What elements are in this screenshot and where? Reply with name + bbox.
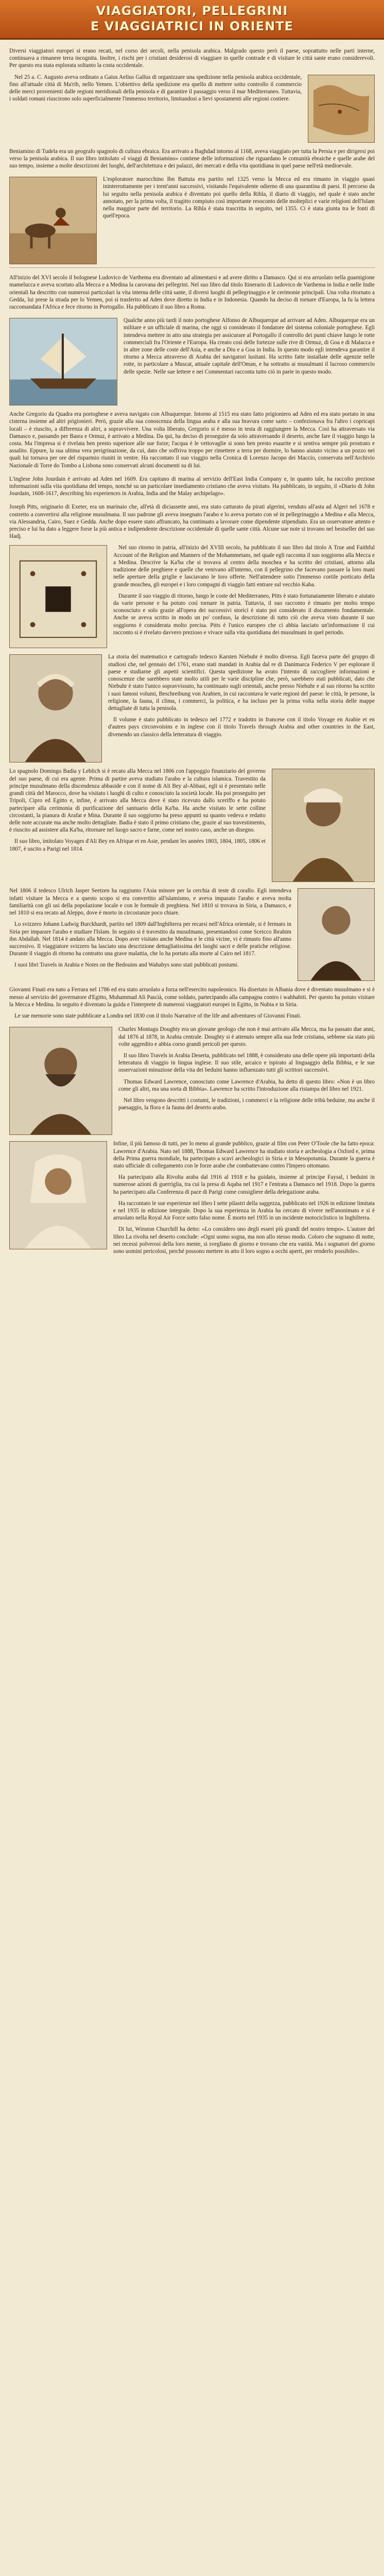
ship-icon <box>10 318 117 405</box>
portrait-icon <box>10 1142 107 1249</box>
section-badia <box>9 766 375 852</box>
paragraph: Giovanni Finati era nato a Ferrara nel 1786 ed era stato arruolato a forza nell'esercito napoleonico. Ha disertato in Albania dove è diventato musulmano e si è messo al servizio del governatore d'Egitto, Muhammad Ali Pascià, come soldato, partecipando alla campagna contro i wahhabiti. Per questo ha potuto visitare la Mecca e Medina. In seguito è diventato la guida e l'interprete di numerosi viaggiatori europei in Egitto, in Nubia e in Siria. <box>9 987 375 1008</box>
paragraph: Il suo libro, intitolato Voyages d'Ali Bey en Afrique et en Asie, pendant les années 1803, 1804, 1805, 1806 et 1807, è uscito a Parigi nel 1814. <box>9 838 266 852</box>
paragraph: Qualche anno più tardi il noto portoghese Alfonso de Albuquerque ad arrivare ad Aden. Albuquerque era un militare e un ufficiale di marina, che oggi si considerato il fondatore del sistema coloniale portoghese. Egli intendeva mettere in atto una strategia per assicurare al Portogallo il controllo dei punti chiave lungo le rotte commerciali fra l'Oriente e l'Europa. Ha creato così delle fortezze sulle rive di Ormuz, di Goa e di Malacca e in altre zone delle coste dell'Asia, e anche a Diu e a Goa in India. In questo modo egli intendeva garantire il ritorno a Mecca attraverso di Arabia dei navigatori lusitani. Ha scritto fatte installate delle agenzie nelle rotte, in particolare a Muscat, attuale capitale dell'Oman, e ha sottratto ai musulmani il lucroso commercio delle spezie. Nelle sue lettere e nei Commentari racconta tutto ciò in parte in questo modo. <box>124 317 375 375</box>
section-lawrence <box>9 1138 375 1255</box>
paragraph: Charles Montagu Doughty era un giovane geologo che non è mai arrivato alla Mecca, ma ha passato due anni, dal 1876 al 1878, in Arabia centrale. Doughty si è attenuto sempre alla sua fede cristiana, sebbene sia stato più volte aggredito e abbia corso grandi pericoli per questo. <box>118 1026 375 1047</box>
paragraph: Il suo libro Travels in Arabia Deserta, pubblicato nel 1888, è considerato una delle opere più importanti della letteratura di viaggio in lingua inglese. Il suo stile, arcaico e ispirato al linguaggio della Bibbia, e le sue osservazioni minuziose della vita dei beduini hanno influenzato tutti gli scrittori successivi. <box>118 1052 375 1074</box>
section-tudela <box>9 146 375 170</box>
paragraph: La storia del matematico e cartografo tedesco Karsten Niebuhr è molto diversa. Egli faceva parte del gruppo di studiosi che, nel gennaio del 1761, erano stati mandati in Arabia dal re di Danimarca Federico V per esplorare il paese e studiarne gli aspetti scientifici. Questa spedizione ha avuto l'intento di raccogliere informazioni e conoscenze che sarebbero state molto utili per le varie discipline che, però, sarebbero stati pubblicati, dato che Niebuhr è stato l'unico sopravvissuto, ha continuato sugli orientali, anche presso Niebuhr e al suo ritorno ha scritto i suoi famosi volumi, Beschreibung von Arabien, in cui raccontava le varie regioni del paese: le città, le persone, la religione, la fauna, il clima, i commerci, la politica, e ha incluso per la prima volta nella storia delle mappe dettagliate di tutta la penisola. <box>108 654 375 711</box>
paragraph: Ha partecipato alla Rivolta araba dal 1916 al 1918 e ha guidato, insieme al principe Faysal, i beduini in numerose azioni di guerriglia, tra cui la presa di Aqaba nel 1917 e l'entrata a Damasco nel 1918. Dopo la guerra ha partecipato alla Conferenza di pace di Parigi come consigliere della delegazione araba. <box>113 1174 375 1195</box>
illustration-caravan <box>9 177 97 264</box>
map-icon <box>308 75 374 142</box>
illustration-map <box>308 75 375 143</box>
paragraph: Le sue memorie sono state pubblicate a Londra nel 1830 con il titolo Narrative of the life and adventures of Giovanni Finati. <box>14 1013 302 1020</box>
illustration-kaaba <box>9 545 107 648</box>
paragraph: Di lui, Winston Churchill ha detto: «Lo considero uno degli esseri più grandi del nostro tempo». L'autore del libro La rivolta nel deserto conclude: «Ogni uomo sogna, ma non allo stesso modo. Coloro che sognano di notte, nei recessi polverosi della loro mente, si svegliano di giorno e trovano che era vanità. Ma i sognatori del giorno sono uomini pericolosi, perché possono mettere in atto il loro sogno a occhi aperti, per renderlo possibile». <box>113 1226 375 1255</box>
paragraph: Nel 1806 il tedesco Ulrich Jasper Seetzen ha raggiunto l'Asia minore per la cerchia di teste di corallo. Egli intendeva infatti visitare la Mecca e a questo scopo si era convertito all'islamismo, e aveva imparato l'arabo e aveva molta familiarità con gli usi della popolazione locale e con le formule di preghiera. Nel 1810 si trovava in Siria, a Damasco, e nel 1810 si era recato ad Aleppo, dove è morto in circostanze poco chiare. <box>9 888 291 917</box>
kaaba-icon <box>10 546 107 648</box>
section-jones <box>9 473 375 498</box>
illustration-portrait-burckhardt <box>298 888 375 981</box>
paragraph: Nel suo ritorno in patria, all'inizio del XVIII secolo, ha pubblicato il suo libro dal titolo A True and Faithful Account of the Religion and Manners of the Mohammetans, nel quale egli racconta il suo soggiorno alla Mecca e a Medina. Descrive la Ka'ba che si trovava al centro della moschea e ha scritto dei cristiani, attorno alla tradizione delle preghiere e quelle che venivano all'interno, con il pellegrino che facevano passare la loro mani nelle aperture della griglie e lasciavano le loro offerte. Nell'attendere sotto l'immenso cortile porticato della grande moschea, gli europei e i loro compagni di viaggio fatti entrare sul vecchio Kaba. <box>113 545 375 588</box>
section-quadra <box>9 409 375 469</box>
portrait-icon <box>10 655 101 762</box>
paragraph: All'inizio del XVI secolo il bolognese Ludovico de Varthema era diventato ad alimentarsi e ad avere diritto a Damasco. Qui si era arruolato nella guarnigione mamelucca e aveva scortato alla Mecca e a Medina la carovana dei pellegrini. Nel suo libro dal titolo Itinerario di Ludovico de Varthema in India e nelle Indie orientali ha descritto con numerosi particolari la vita interna delle città sante, il diversi luoghi di pellegrinaggio e le cerimonie principali. Una volta ritornato a Gedda, lui prese la strada per lo Yemen, poi si trasferito ad Aden dove diretto in India e in Indonesia. Quando ha deciso di tornare d'Europa, la fu la lettera raccomandata l'Africa e fece ritorno in Portogallo. Ha pubblicato il suo libro a Roma. <box>9 275 375 311</box>
section-pitts <box>9 501 375 636</box>
section-varthema <box>9 272 375 311</box>
illustration-portrait-lawrence <box>9 1141 107 1249</box>
paragraph: Anche Gregorio da Quadra era portoghese e aveva navigato con Albuquerque. Intorno al 1515 era stato fatto prigioniero ad Aden ed era stato portato in una cisterna insieme ad altri prigionieri. Però, grazie alla sua conoscenza della lingua araba e alla sua bravura come sarto – confezionava fra l'altro i copricapi locali – è riuscito, a differenza di altri, a sopravvivere. Una volta liberato, Gregorio si è messo in testa di raggiungere la Mecca. Così ha attraversato via Damasco e, passando per Basra e Ormuz, è arrivato a Medina. Da qui, ha deciso di proseguire da solo attraversando il deserto, anche fare il viaggio lungo la costa. Ma l'impresa si è rivelata ben presto superiore alle sue forze; l'acqua è le vettovaglie si sono ben presto esaurite e si sentiva sempre più prostrato e assalito. Eppure, la sua ultima vera perigrinazione, da cui, dato che soffriva troppo per rimettere a terra per dormire, lo hanno aiutato vicino a un pozzo nei quali lui tornava per ore del risparmio riuniti in ventre. Ha raccontato il suo viaggio nella Cronica di Lorenzo Jacopo dei Maccio, conservata nell'Archivio Nazionale di Torre do Tombo a Lisbona sono conservati alcuni documenti su di lui. <box>9 411 375 469</box>
section-albuquerque <box>9 315 375 376</box>
paragraph: Lo spagnolo Domingo Badia y Leblich si è recato alla Mecca nel 1806 con l'appoggio finanziario del governo del suo paese, di cui era agente. Prima di partire aveva studiato l'arabo e la cultura islamica. Travestito da principe musulmano della discendenza abbaside e con il nome di Ali Bey al-Abbasi, egli si è presentato nelle grandi città del Marocco, dove ha visitato i luoghi di culto e conosciuto la società locale. Ha poi proseguito per Tripoli, Cipro ed Egitto e, infine, è arrivato alla Mecca dove è stato ricevuto dallo sceriffo e ha potuto partecipare alla cerimonia di purificazione del santuario della Ka'ba. Ha anche visitato le sette colline circostanti, la pianura di Arafat e Mina. Durante il suo soggiorno ha preso appunti su quanto vedeva e redatto delle note accurate ma anche molto dettagliate. Badia è stato il primo cristiano che, grazie al suo travestimento, è riuscito ad assistere alla Ka'ba, ritornare nel luogo sacro e farne, come nel nostro caso, anche un disegno. <box>9 768 266 834</box>
paragraph: Joseph Pitts, originario di Exeter, era un marinaio che, all'età di diciassette anni, era stato catturato da pirati algerini, venduto all'asta ad Algeri nel 1678 e costretto a convertirsi alla religione musulmana. Il suo padrone gli aveva insegnato l'arabo e lo aveva portato con sé in pellegrinaggio a Medina e alla Mecca, via Alessandria, Cairo, Suez e Gedda. Anche dopo essere stato affrancato, ha continuato a lavorare come dipendente stipendiato. Era un osservatore attento e preciso e lui ha dato a leggere forse la più antica e indipendente descrizione occidentale di quelle sante città. Alcune sue note si trovano nel bestseller del suo Hadj. <box>9 504 375 540</box>
paragraph: Infine, il più famoso di tutti, per lo meno al grande pubblico, grazie al film con Peter O'Toole che ha fatto epoca: Lawrence d'Arabia. Nato nel 1888, Thomas Edward Lawrence ha studiato storia e archeologia a Oxford e, prima della Prima guerra mondiale, ha partecipato a scavi archeologici in Siria e in Mesopotamia. Durante la guerra è stato ufficiale di collegamento con le forze arabe che combattevano contro l'Impero ottomano. <box>113 1141 375 1169</box>
paragraph: I suoi libri Travels in Arabia e Notes on the Bedouins and Wahabys sono stati pubblicati postumi. <box>14 962 239 969</box>
divider <box>9 267 375 268</box>
section-burckhardt <box>9 885 375 969</box>
paragraph: L'esploratore marocchino Ibn Battuta era partito nel 1325 verso la Mecca ed era rimasto in viaggio quasi ininterrottamente per i trent'anni successivi, visitando l'equivalente odierno di una quarantina di paesi. Il percorso da lui seguito nella penisola arabica è diventato poi quello della Rihla, il diario di viaggio, nel quale è stato anche annotato, per la prima volta, il tragitto compiuto così importante resoconto delle molteplici e varie religioni dell'Islam nella maggior parte del territorio. La Rihla è stata trascritta in seguito, nel 1355. Ci è stata giunta tra le fonti di quell'epoca. <box>103 176 375 219</box>
paragraph: Beniamino di Tudela era un geografo spagnolo di cultura ebraica. Era arrivato a Baghdad intorno al 1168, aveva viaggiato per tutta la Persia e per dirigersi poi verso la penisola arabica. Il suo libro intitolato «I viaggi di Beniamino» contiene delle informazioni che riguardano le comunità ebraiche e quelle arabe del suo tempo, insieme a molte descrizioni dei luoghi, dell'architettura e dei palazzi, dei mercati e della vita quotidiana in quel paese nell'età medioevale. <box>9 148 375 170</box>
paragraph: Nel libro vengono descritti i costumi, le tradizioni, i commerci e la religione delle tribù beduine, ma anche il paesaggio, la flora e la fauna del deserto arabo. <box>118 1097 375 1111</box>
illustration-ship <box>9 318 117 405</box>
portrait-icon <box>298 889 374 980</box>
section-finati <box>9 984 375 1020</box>
paragraph: Durante il suo viaggio di ritorno, lungo le coste del Mediterraneo, Pitts è stato fortunatamente liberato e aiutato da varie persone e ha potuto così tornare in patria. Tuttavia, il suo racconto è rimasto per molto tempo sconosciuto e solo grazie all'opera dei successivi storici è stato poi considerato il documento fondamentale. Anche se aveva scritto in modo un po' confuso, la descrizione di tutto ciò che aveva visto durante il suo soggiorno è considerata molto precisa. Pitts è l'unico europeo che ci abbia lasciato un'informazione il cui racconto si è rivelato davvero prezioso e vivace sulla vita quotidiana dei musulmani in quel periodo. <box>113 592 375 636</box>
section-battuta <box>9 174 375 268</box>
paragraph: Il volume è stato pubblicato in tedesco nel 1772 e tradotto in francese con il titolo Voyage en Arabie et en d'autres pays circonvoisins e in inglese con il titolo Travels through Arabia and other countries in the East, divenendo un classico della letteratura di viaggio. <box>108 717 375 738</box>
article-body <box>9 45 375 1259</box>
page-title-line-1: VIAGGIATORI, PELLEGRINI <box>96 4 288 18</box>
illustration-portrait-doughty <box>9 1027 112 1135</box>
paragraph: Nel 25 a. C. Augusto aveva ordinato a Gaius Aelius Gallus di organizzare una spedizione nella penisola arabica occidentale, fino all'attuale città di Ma'rib, nello Yemen. L'obiettivo della spedizione era quello di mettere sotto controllo il commercio delle merci provenienti dalle regioni meridionali della penisola e di garantire il passaggio verso il mar Mediterraneo. Tuttavia, i soldati romani riuscirono solo superficialmente l'immenso territorio, limitandosi a lievi spostamenti alle regioni costiere. <box>9 74 302 103</box>
paragraph: Ha raccontato le sue esperienze nel libro I sette pilastri della saggezza, pubblicato nel 1926 in edizione limitata e nel 1935 in edizione integrale. Dopo la sua esperienza in Arabia ha cercato di vivere nell'anonimato e si è arruolato nella Royal Air Force sotto falso nome. È morto nel 1935 in un incidente motociclistico in Inghilterra. <box>113 1200 375 1222</box>
illustration-portrait-niebuhr <box>9 654 102 762</box>
section-doughty <box>9 1024 375 1111</box>
illustration-portrait-badia <box>272 769 375 882</box>
section-intro <box>9 45 375 103</box>
paragraph: Diversi viaggiatori europei si erano recati, nel corso dei secoli, nella penisola arabica. Malgrado questo però il paese, soprattutto nelle parti interne, continuava a rimanere terra incognita. Inoltre, i rischi per i cristiani desiderosi di viaggiare in quelle contrade e di visitare le città sante erano considerevoli. Per questo era stata esplorata soltanto la costa occidentale. <box>9 48 375 69</box>
paragraph: Lo svizzero Johann Ludwig Burckhardt, partito nel 1809 dall'Inghilterra per recarsi nell'Africa orientale, si è fermato in Siria per imparare l'arabo e studiare l'Islam. In seguito si è travestito da musulmano, presentandosi come Sceicco Ibrahim ibn Abdallah. Nel 1814 è andato alla Mecca. Dopo aver visitato anche Medina e le città vicine, vi è rimasto fino all'anno successivo. Il viaggiatore svizzero ha lasciato una descrizione dettagliatissima dei luoghi sacri e delle pratiche religiose. Durante il viaggio di ritorno ha contratto una grave malattia, che lo ha portato alla morte al Cairo nel 1817. <box>9 921 291 957</box>
paragraph: Thomas Edward Lawrence, conosciuto come Lawrence d'Arabia, ha detto di questo libro: «Non è un libro come gli altri, ma una sorta di Bibbia». Lawrence ha scritto l'introduzione alla ristampa del libro nel 1921. <box>118 1078 375 1092</box>
section-niebuhr <box>9 651 375 738</box>
paragraph: L'inglese John Jourdain è arrivato ad Aden nel 1609. Era capitano di marina al servizio dell'East India Company e, in quanto tale, ha raccolto preziose informazioni sulla vita quotidiana del tempo, nonché su un particolare insediamento cristiano che aveva visitato. Ha pubblicato, in seguito, il «Diario di John Jourdain, 1608-1617, describing his experiences in Arabia, India and the Malay archipelago». <box>9 476 375 497</box>
caravan-icon <box>10 177 96 264</box>
page-title-line-2: E VIAGGIATRICI IN ORIENTE <box>91 19 293 33</box>
portrait-icon <box>272 769 374 882</box>
portrait-icon <box>10 1027 112 1134</box>
